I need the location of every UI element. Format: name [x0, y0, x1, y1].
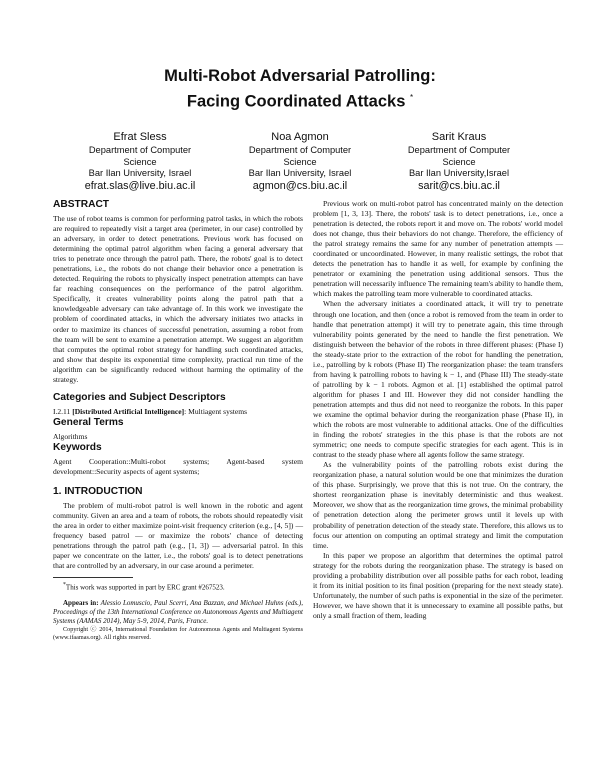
title-line-1: Multi-Robot Adversarial Patrolling: — [164, 67, 436, 85]
author-dept: Science — [123, 156, 157, 167]
appears-in-text: Alessio Lomuscio, Paul Scerri, Ana Bazzan, and Michael Huhns (eds.), Proceedings of the 13th International Conference on Autonomous Agents and Multiagent Systems (AAMAS 2014), May 5-9, 2014, Paris, France. — [53, 598, 304, 625]
title-footnote-marker: * — [409, 93, 414, 102]
categories-heading: Categories and Subject Descriptors — [53, 391, 226, 403]
author-name: Efrat Sless — [113, 131, 167, 143]
author-3 — [374, 131, 544, 193]
author-name: Sarit Kraus — [431, 131, 487, 143]
left-column — [53, 199, 303, 643]
author-name: Noa Agmon — [271, 131, 329, 143]
introduction-heading: 1. INTRODUCTION — [53, 485, 143, 497]
author-affiliation: Bar Ilan University,Israel — [408, 168, 510, 178]
footnote — [53, 581, 303, 592]
footnote-marker: * — [63, 582, 66, 589]
body-paragraph: In this paper we propose an algorithm that determines the optimal patrol strategy for the robots during the reorganization phase. The strategy is based on providing a probability distribution over all possible paths for each robot, leading it from its initial position to its final position (preparing for the next steady state). Unfortunately, the number of such paths is exponential in the size of the perimeter. However, we have shown that it is unnecessary to examine all possible paths, but only a small fraction of them, leading — [313, 550, 563, 620]
author-email: sarit@cs.biu.ac.il — [418, 179, 500, 192]
author-dept: Department of Computer — [248, 145, 352, 155]
categories-text — [53, 407, 303, 417]
author-affiliation: Bar Ilan University, Israel — [88, 168, 192, 178]
author-email: agmon@cs.biu.ac.il — [252, 179, 348, 192]
title-line-2-text: Facing Coordinated Attacks — [186, 92, 406, 111]
category-code: I.2.11 — [53, 406, 71, 416]
right-column — [313, 199, 563, 621]
body-paragraph: As the vulnerability points of the patrolling robots exist during the reorganization phase, a natural solution would be one that minimizes the duration of this phase. Surprisingly, we prove that this is not true. On the contrary, the shortest reorganization phase is inevitably deterministic and thus weakest. Moreover, we show that as the reorganization time grows, the minimal probability of penetration detection along the perimeter grows until it levels up with probability of penetration detection of the steady state. Therefore, this allows us to focus our attention on computing an optimal strategy and limit the computation time. — [313, 460, 563, 550]
category-bracket: [Distributed Artificial Intelligence] — [72, 406, 185, 416]
author-1 — [55, 131, 225, 193]
general-terms-heading: General Terms — [53, 416, 124, 428]
paper-title — [60, 66, 540, 113]
author-affiliation: Bar Ilan University, Israel — [248, 168, 352, 178]
general-terms-text: Algorithms — [53, 431, 88, 441]
category-rest: : Multiagent systems — [184, 406, 248, 416]
author-2 — [215, 131, 385, 193]
keywords-text: Agent Cooperation::Multi-robot systems; Agent-based system development::Security aspects of agent systems; — [53, 456, 303, 476]
author-dept: Science — [442, 156, 476, 167]
abstract-heading: ABSTRACT — [53, 199, 110, 210]
appears-in — [53, 599, 303, 626]
keywords-heading: Keywords — [53, 441, 102, 453]
body-paragraph: When the adversary initiates a coordinated attack, it will try to penetrate through one location, and then (once a robot is removed from the team in order to handle that penetration attempt) it will try to penetrate again, this time through vulnerability points generated by the need to handle the first penetration. We distinguish between the behavior of the robots in three different phases: (Phase I) the steady-state prior to the extraction of the robot for handling the penetration, i.e., patrolling by k robots (Phase II) The reorganization phase: the team transfers from having k patrolling robots to having k − 1, and (Phase III) The steady-state of patrolling by k − 1 robots. Agmon et al. [1] established the optimal patrol algorithm for phases I and III. However they did not consider handling the penetration attempts and thus did not need to reorganize the robots. In this paper we examine the optimal behavior during the reorganization phase (Phase II), in which the robots are most vulnerable to additional attacks. One of the difficulties in finding the robots' strategies in the this phase is that the robots are not symmetric; one needs to compute specific strategies for each agent. This is in contrast to the steady phase where all agents follow the same strategy. — [313, 299, 563, 460]
author-dept: Department of Computer — [407, 145, 511, 155]
abstract-text: The use of robot teams is common for performing patrol tasks, in which the robots are required to repeatedly visit a target area (perimeter, in our case) controlled by an adversary, in order to detect penetrations. Previous work has focused on determining the optimal patrol algorithm when facing a general adversary that tries to penetrate once through the patrol path. There, the robots' goal is to detect penetrations, i.e., the robots do not change their behavior once a penetration is detected. Requiring the robots to physically inspect penetration attempts can have far reaching consequences on the performance of the patrol algorithm. Specifically, it creates vulnerability points along the patrol path that a knowledgeable adversary can take advantage of. In this work we investigate the problem of coordinated attacks, in which the adversary initiates two attacks in order to maximize its chances of successful penetration, assuming a robot from the team will be sent to examine a penetration attempt. We suggest an algorithm that computes the optimal robot strategy for handling such coordinated attacks, and show that despite its exponential time complexity, practical run time of the algorithm can be significantly reduced without harming the optimality of the strategy. — [53, 214, 303, 384]
body-paragraph: Previous work on multi-robot patrol has concentrated mainly on the detection problem [1, 3, 13]. There, the robots' task is to detect penetrations, i.e., once a penetration is detected, the robots report it and move on. The robots' world model does not change, thus their behaviors do not change. Therefore, the efficiency of the patrol strategy remains the same for any number of penetration attempts — coordinated or uncoordinated. However, in many realistic settings, the robot that detects the penetration has to handle it as well, for example by confining the penetrator or examining the penetration using additional sensors. Thus the penetration will necessarily influence The remaining team's ability to handle them, which makes the patrolling team more vulnerable to coordinated attacks. — [313, 199, 563, 299]
introduction-paragraph: The problem of multi-robot patrol is well known in the robotic and agent community. Given an area and a team of robots, the robots should repeatedly visit the area in order to either maximize point-visit frequency criterion (e.g., [4, 5]) — frequency based patrol — or maximize the robots' chance of detecting penetrations through the patrol path (e.g., [1, 3]) — adversarial patrol. In this paper we concentrate on the latter, i.e., the robots' goal is to detect penetrations that are controlled by an adversary, in our case around a perimeter. — [53, 500, 303, 571]
copyright-notice: Copyright ⓒ 2014, International Foundation for Autonomous Agents and Multiagent Systems (www.ifaamas.org). All rights reserved. — [53, 625, 303, 642]
appears-in-label: Appears in: — [63, 598, 99, 607]
author-email: efrat.slas@live.biu.ac.il — [84, 179, 196, 192]
author-dept: Department of Computer — [88, 145, 192, 155]
footnote-text: This work was supported in part by ERC grant #267523. — [65, 583, 225, 592]
footnote-divider — [53, 577, 133, 578]
title-line-2 — [60, 87, 540, 113]
author-dept: Science — [283, 156, 317, 167]
